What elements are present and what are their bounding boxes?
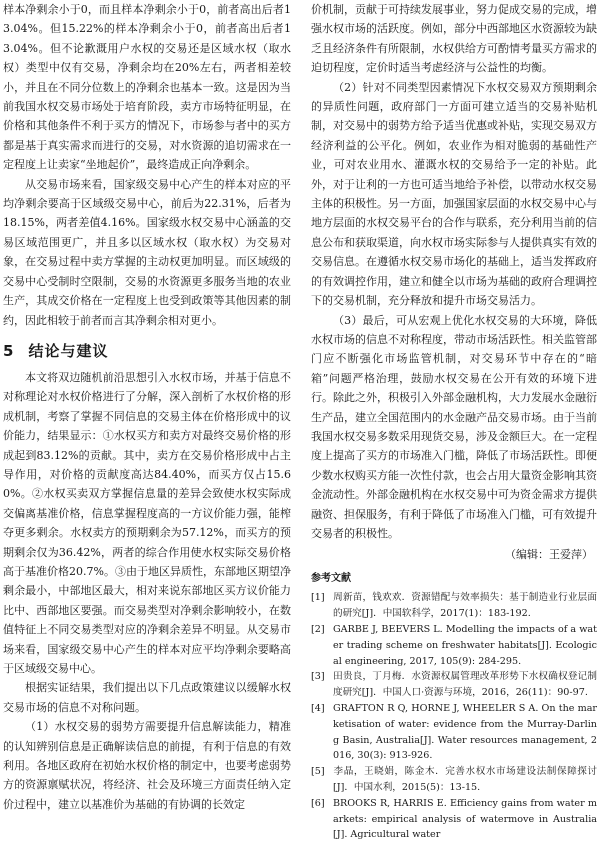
reference-number: [3] bbox=[311, 671, 325, 683]
left-column bbox=[3, 0, 291, 814]
reference-text: BROOKS R, HARRIS E. Efficiency gains from water markets: empirical analysis of watermove in Australia[J]. Agricultural water bbox=[333, 797, 597, 841]
reference-item bbox=[311, 764, 597, 796]
reference-number: [2] bbox=[311, 623, 325, 635]
body-paragraph-2: 从交易市场来看，国家级交易中心产生的样本对应的平均净剩余要高于区域级交易中心，前后为22.31%，后者为18.15%，两者差值4.16%。国家级水权交易中心涵盖的交易区域范围更广，并且多以区域水权（取水权）为交易对象，在交易过程中卖方掌握的主动权更加明显。而区域级的交易中心受制时空限制，交易的水资源更多服务当地的农业生产，其成交价格在一定程度上也受到政策等其他因素的制约，因此相较于前者而言其净剩余相对更小。 bbox=[3, 177, 291, 327]
body-paragraph-7: （2）针对不同类型因素情况下水权交易双方预期剩余的异质性问题，政府部门一方面可建立适当的交易补贴机制，对交易中的弱势方给予适当优惠或补贴，实现交易双方经济利益的公平化。例如，农业作为相对脆弱的基础性产业，可对农业用水、灌溉水权的交易给予一定的补贴。此外，对于让利的一方也可适当地给予补偿，以带动水权交易主体的积极性。另一方面，加强国家层面的水权交易中心与地方层面的水权交易平台的合作与联系，充分利用当前的信息公布和获取渠道，向水权市场实际参与人提供真实有效的交易信息。在遵循水权交易市场化的基础上，适当发挥政府的有效调控作用，建立和健全以市场为基础的政府合理调控下的交易机制，充分释放和提升市场交易活力。 bbox=[311, 80, 597, 308]
reference-item bbox=[311, 590, 597, 622]
reference-number: [6] bbox=[311, 797, 325, 809]
reference-item bbox=[311, 622, 597, 669]
references-heading: 参考文献 bbox=[311, 573, 351, 585]
reference-text: 李晶，王晓娟，陈金木．完善水权水市场建设法制保障探讨[J]．中国水利，2015(5)：13-15. bbox=[333, 766, 597, 793]
reference-text: 周新苗，钱欢欢．资源错配与效率损失：基于制造业行业层面的研究[J]．中国软科学，2017(1)：183-192. bbox=[333, 592, 597, 620]
body-paragraph-3: 本文将双边随机前沿思想引入水权市场，并基于信息不对称理论对水权价格进行了分解，深入剖析了水权价格的形成机制，考察了掌握不同信息的交易主体在价格形成中的议价能力，结果显示：①水权买方和卖方对最终交易价格的形成起到83.12%的贡献。其中，卖方在交易价格形成中占主导作用，对价格的贡献度高达84.40%，而买方仅占15.60%。②水权买卖双方掌握信息量的差异会致使水权实际成交偏离基准价格，信息掌握程度高的一方议价能力强，能榨夺更多剩余。水权卖方的预期剩余为57.12%，而买方的预期剩余仅为36.42%，两者的综合作用使水权实际交易价格高于基准价格20.7%。③由于地区异质性，东部地区期望净剩余最小，中部地区最大，相对来说东部地区买方议价能力比中、西部地区要强。而交易类型对净剩余影响较小，在数值特征上不同交易类型对应的净剩余差异不明显。从交易市场来看，国家级交易中心产生的样本对应平均净剩余要略高于区域级交易中心。 bbox=[3, 370, 291, 675]
reference-item bbox=[311, 701, 597, 764]
right-column bbox=[311, 0, 597, 843]
editor-note: （编辑：王爱萍） bbox=[505, 548, 593, 562]
body-paragraph-1: 样本净剩余小于0，而且样本净剩余小于0，前者高出后者13.04%。但15.22%的样本净剩余小于0，前者高出后者13.04%。但不论歉溉用户水权的交易还是区域水权（取水权）类型中仅有交易，净剩余均在20%左右，两者相差较小，并且在不同分位数上的净剩余也基本一致。这是因为当前我国水权交易市场处于培育阶段，卖方市场特征明显，在价格和其他条件不利于买方的情况下，市场参与者中的买方都是基于真实需求而进行的交易，对水资源的追切需求在一定程度上让卖家“坐地起价”，最终造成正向净剩余。 bbox=[3, 3, 291, 172]
reference-number: [1] bbox=[311, 592, 325, 604]
reference-number: [4] bbox=[311, 702, 325, 714]
reference-list bbox=[311, 590, 597, 843]
reference-text: GRAFTON R Q, HORNE J, WHEELER S A. On the marketisation of water: evidence from the Murray-Darling Basin, Australia[J]. Water resources management, 2016, 30(3): 913-926. bbox=[333, 702, 597, 762]
body-paragraph-6: 价机制，贡献于可持续发展事业，努力促成交易的完成，增强水权市场的活跃度。例如，部分中西部地区水资源较为缺乏且经济条件有所限制，水权供给方可酌情考量买方需求的迫切程度，定价时适当考虑经济与公益性的均衡。 bbox=[311, 3, 597, 75]
body-paragraph-4: 根据实证结果，我们提出以下几点政策建议以缓解水权交易市场的信息不对称问题。 bbox=[3, 681, 291, 714]
body-paragraph-5: （1）水权交易的弱势方需要提升信息解读能力，精准的认知辨别信息是正确解读信息的前提，有利于信息的有效利用。各地区政府在初始水权价格的制定中，也要考虑弱势方的资源禀赋状况，将经济、社会及环境三方面责任纳入定价过程中，建立以基准价为基础的有协调的长效定 bbox=[3, 720, 291, 811]
body-paragraph-8: （3）最后，可从宏观上优化水权交易的大环境，降低水权市场的信息不对称程度，带动市场活跃性。相关监管部门应不断强化市场监管机制，对交易环节中存在的“暗箱”问题严格治理，鼓励水权交易在公开有效的环境下进行。除此之外，积极引入外部金融机构，大力发展水金融衍生产品，建立全国范围内的水金融产品交易市场。由于当前我国水权交易多数采用现货交易，涉及金额巨大。在一定程度上提高了买方的市场准入门槛，降低了市场活跃性。即便少数水权购买方能一次性付款，也会占用大量资金影响其资金流动性。外部金融机构在水权交易中可为资金需求方提供融资、担保服务，有利于降低了市场准入门槛，可有效提升交易者的积极性。 bbox=[311, 313, 597, 540]
reference-item bbox=[311, 796, 597, 843]
reference-text: GARBE J, BEEVERS L. Modelling the impacts of a water trading scheme on freshwater habitats[J]. Ecological engineering, 2017, 105(9): 284-295. bbox=[333, 623, 597, 667]
section-number: 5 bbox=[3, 341, 15, 360]
section-title: 结论与建议 bbox=[28, 341, 109, 360]
reference-item bbox=[311, 669, 597, 701]
reference-number: [5] bbox=[311, 766, 325, 778]
section-heading bbox=[3, 340, 291, 362]
reference-text: 田贵良，丁月梅．水资源权属管理改革形势下水权确权登记制度研究[J]．中国人口·资源与环境，2016，26(11)：90-97. bbox=[333, 671, 597, 699]
